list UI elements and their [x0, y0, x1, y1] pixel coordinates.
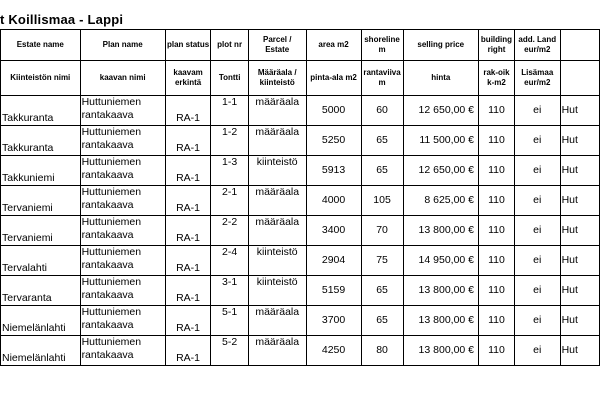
plan-status-cell: RA-1	[165, 246, 211, 276]
parcel-estate-cell: kiinteistö	[248, 246, 306, 276]
area-cell: 4000	[306, 186, 361, 216]
estate-name-cell: Tervaniemi	[1, 216, 81, 246]
plan-status-cell: RA-1	[165, 306, 211, 336]
price-cell: 14 950,00 €	[403, 246, 479, 276]
header-fi-building-right: rak-oik k-m2	[479, 61, 515, 96]
plan-name-line1: Huttuniemen	[81, 96, 142, 108]
plan-status-cell: RA-1	[165, 276, 211, 306]
plan-name-line1: Huttuniemen	[81, 156, 142, 168]
shoreline-cell: 65	[361, 306, 403, 336]
price-cell: 8 625,00 €	[403, 186, 479, 216]
header-fi-plan-status: kaavam erkintä	[165, 61, 211, 96]
extra-cell: Hut	[560, 186, 599, 216]
building-right-cell: 110	[479, 96, 515, 126]
parcel-estate-cell: määräala	[248, 216, 306, 246]
plan-name-line2: rantakaava	[81, 109, 134, 121]
plan-name-cell	[80, 186, 165, 216]
extra-cell: Hut	[560, 156, 599, 186]
plan-status-cell: RA-1	[165, 126, 211, 156]
plots-table	[0, 29, 600, 366]
parcel-estate-cell: määräala	[248, 126, 306, 156]
shoreline-cell: 70	[361, 216, 403, 246]
plan-name-line2: rantakaava	[81, 199, 134, 211]
extra-cell: Hut	[560, 246, 599, 276]
header-en-plan-status: plan status	[165, 30, 211, 61]
plan-name-line1: Huttuniemen	[81, 186, 142, 198]
estate-name-cell: Takkuranta	[1, 96, 81, 126]
estate-name-cell: Tervaranta	[1, 276, 81, 306]
plan-status-cell: RA-1	[165, 156, 211, 186]
header-fi-area: pinta-ala m2	[306, 61, 361, 96]
header-en-building-right: building right	[479, 30, 515, 61]
shoreline-cell: 65	[361, 156, 403, 186]
plan-status-cell: RA-1	[165, 336, 211, 366]
table-row	[1, 186, 600, 216]
parcel-estate-cell: määräala	[248, 96, 306, 126]
header-fi-selling-price: hinta	[403, 61, 479, 96]
header-fi-add-land: Lisämaa eur/m2	[514, 61, 560, 96]
plot-nr-cell: 5-2	[211, 336, 249, 366]
table-row	[1, 246, 600, 276]
header-fi-plot-nr: Tontti	[211, 61, 249, 96]
building-right-cell: 110	[479, 336, 515, 366]
add-land-cell: ei	[514, 156, 560, 186]
add-land-cell: ei	[514, 276, 560, 306]
plot-nr-cell: 1-3	[211, 156, 249, 186]
add-land-cell: ei	[514, 216, 560, 246]
parcel-estate-cell: kiinteistö	[248, 276, 306, 306]
header-row-finnish	[1, 61, 600, 96]
add-land-cell: ei	[514, 306, 560, 336]
plan-name-line2: rantakaava	[81, 139, 134, 151]
add-land-cell: ei	[514, 336, 560, 366]
plan-name-cell	[80, 96, 165, 126]
header-fi-plan-name: kaavan nimi	[80, 61, 165, 96]
plan-name-cell	[80, 336, 165, 366]
extra-cell: Hut	[560, 276, 599, 306]
header-en-plan-name: Plan name	[80, 30, 165, 61]
header-en-area: area m2	[306, 30, 361, 61]
table-row	[1, 336, 600, 366]
price-cell: 13 800,00 €	[403, 276, 479, 306]
extra-cell: Hut	[560, 126, 599, 156]
table-row	[1, 156, 600, 186]
plan-name-line1: Huttuniemen	[81, 246, 142, 258]
area-cell: 5250	[306, 126, 361, 156]
table-row	[1, 96, 600, 126]
plan-name-line1: Huttuniemen	[81, 306, 142, 318]
building-right-cell: 110	[479, 216, 515, 246]
add-land-cell: ei	[514, 96, 560, 126]
area-cell: 3700	[306, 306, 361, 336]
plan-name-cell	[80, 216, 165, 246]
price-cell: 13 800,00 €	[403, 336, 479, 366]
plan-status-cell: RA-1	[165, 96, 211, 126]
plan-name-cell	[80, 246, 165, 276]
parcel-estate-cell: määräala	[248, 186, 306, 216]
plan-status-cell: RA-1	[165, 216, 211, 246]
area-cell: 5000	[306, 96, 361, 126]
price-cell: 13 800,00 €	[403, 216, 479, 246]
building-right-cell: 110	[479, 126, 515, 156]
estate-name-cell: Niemelänlahti	[1, 336, 81, 366]
header-en-estate-name: Estate name	[1, 30, 81, 61]
estate-name-cell: Niemelänlahti	[1, 306, 81, 336]
plan-name-line2: rantakaava	[81, 319, 134, 331]
plot-nr-cell: 2-1	[211, 186, 249, 216]
estate-name-cell: Takkuranta	[1, 126, 81, 156]
header-en-add-land: add. Land eur/m2	[514, 30, 560, 61]
plan-name-line1: Huttuniemen	[81, 216, 142, 228]
table-row	[1, 216, 600, 246]
header-fi-shoreline: rantaviiva m	[361, 61, 403, 96]
table-row	[1, 276, 600, 306]
plan-name-cell	[80, 126, 165, 156]
add-land-cell: ei	[514, 186, 560, 216]
plan-name-cell	[80, 276, 165, 306]
price-cell: 11 500,00 €	[403, 126, 479, 156]
shoreline-cell: 60	[361, 96, 403, 126]
building-right-cell: 110	[479, 276, 515, 306]
extra-cell: Hut	[560, 336, 599, 366]
header-fi-parcel-estate: Määräala / kiinteistö	[248, 61, 306, 96]
header-en-plot-nr: plot nr	[211, 30, 249, 61]
estate-name-cell: Tervalahti	[1, 246, 81, 276]
header-fi-extra	[560, 61, 599, 96]
building-right-cell: 110	[479, 186, 515, 216]
area-cell: 3400	[306, 216, 361, 246]
add-land-cell: ei	[514, 246, 560, 276]
header-en-extra	[560, 30, 599, 61]
plan-name-cell	[80, 156, 165, 186]
area-cell: 5913	[306, 156, 361, 186]
plot-nr-cell: 2-4	[211, 246, 249, 276]
plan-status-cell: RA-1	[165, 186, 211, 216]
plan-name-line2: rantakaava	[81, 289, 134, 301]
document-title: t Koillismaa - Lappi	[0, 12, 124, 27]
building-right-cell: 110	[479, 246, 515, 276]
plan-name-line2: rantakaava	[81, 259, 134, 271]
plan-name-line2: rantakaava	[81, 349, 134, 361]
extra-cell: Hut	[560, 306, 599, 336]
building-right-cell: 110	[479, 156, 515, 186]
building-right-cell: 110	[479, 306, 515, 336]
price-cell: 12 650,00 €	[403, 96, 479, 126]
estate-name-cell: Tervaniemi	[1, 186, 81, 216]
plot-nr-cell: 2-2	[211, 216, 249, 246]
estate-name-cell: Takkuniemi	[1, 156, 81, 186]
price-cell: 13 800,00 €	[403, 306, 479, 336]
shoreline-cell: 105	[361, 186, 403, 216]
plan-name-line1: Huttuniemen	[81, 276, 142, 288]
area-cell: 5159	[306, 276, 361, 306]
header-en-parcel-estate: Parcel / Estate	[248, 30, 306, 61]
header-row-english	[1, 30, 600, 61]
area-cell: 2904	[306, 246, 361, 276]
header-en-shoreline: shoreline m	[361, 30, 403, 61]
extra-cell: Hut	[560, 96, 599, 126]
plan-name-line1: Huttuniemen	[81, 126, 142, 138]
plan-name-line2: rantakaava	[81, 229, 134, 241]
header-en-selling-price: selling price	[403, 30, 479, 61]
table-row	[1, 126, 600, 156]
parcel-estate-cell: määräala	[248, 306, 306, 336]
shoreline-cell: 65	[361, 276, 403, 306]
shoreline-cell: 65	[361, 126, 403, 156]
plan-name-line1: Huttuniemen	[81, 336, 142, 348]
parcel-estate-cell: määräala	[248, 336, 306, 366]
area-cell: 4250	[306, 336, 361, 366]
plan-name-line2: rantakaava	[81, 169, 134, 181]
parcel-estate-cell: kiinteistö	[248, 156, 306, 186]
shoreline-cell: 75	[361, 246, 403, 276]
plot-nr-cell: 1-1	[211, 96, 249, 126]
shoreline-cell: 80	[361, 336, 403, 366]
header-fi-estate-name: Kiinteistön nimi	[1, 61, 81, 96]
table-row	[1, 306, 600, 336]
plan-name-cell	[80, 306, 165, 336]
add-land-cell: ei	[514, 126, 560, 156]
plot-nr-cell: 1-2	[211, 126, 249, 156]
plot-nr-cell: 3-1	[211, 276, 249, 306]
extra-cell: Hut	[560, 216, 599, 246]
plot-nr-cell: 5-1	[211, 306, 249, 336]
price-cell: 12 650,00 €	[403, 156, 479, 186]
